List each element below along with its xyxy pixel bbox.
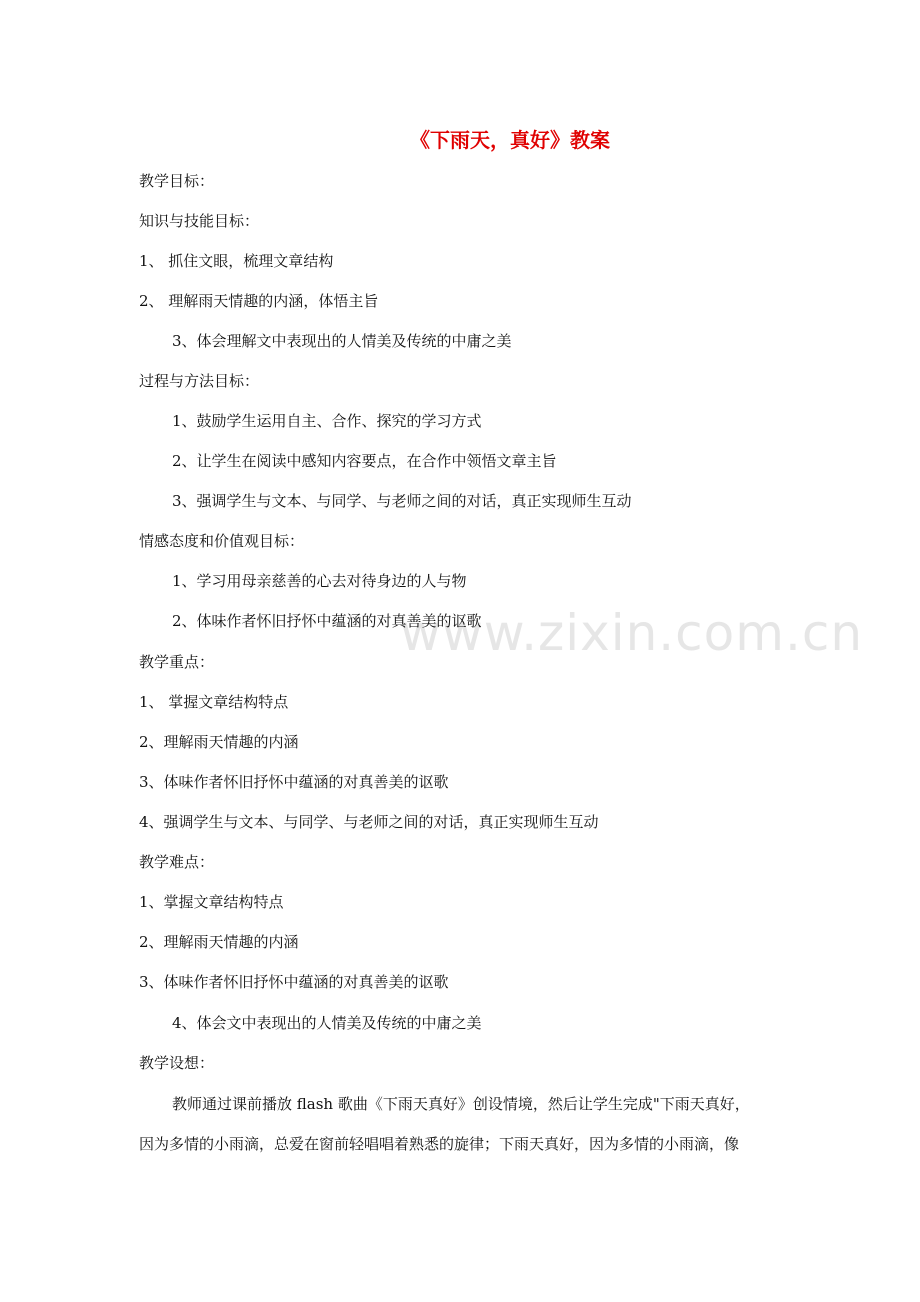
section-heading-key-points: 教学重点： [139,653,215,671]
list-item: 1、鼓励学生运用自主、合作、探究的学习方式 [172,412,482,430]
list-item: 3、体味作者怀旧抒怀中蕴涵的对真善美的讴歌 [139,773,449,791]
list-item: 1、 抓住文眼，梳理文章结构 [139,252,334,270]
list-item: 2、 理解雨天情趣的内涵，体悟主旨 [139,292,379,310]
list-item: 3、强调学生与文本、与同学、与老师之间的对话，真正实现师生互动 [172,492,632,510]
list-item: 2、让学生在阅读中感知内容要点，在合作中领悟文章主旨 [172,452,557,470]
document-title: 《下雨天，真好》教案 [410,128,610,152]
subheading-process-method: 过程与方法目标： [139,372,260,390]
paragraph-line: 教师通过课前播放 flash 歌曲《下雨天真好》创设情境，然后让学生完成"下雨天真好， [172,1095,750,1113]
watermark: www.zixin.com.cn [400,604,864,662]
subheading-knowledge-skills: 知识与技能目标： [139,212,260,230]
list-item: 1、学习用母亲慈善的心去对待身边的人与物 [172,572,467,590]
section-heading-objectives: 教学目标： [139,172,215,190]
list-item: 4、体会文中表现出的人情美及传统的中庸之美 [172,1014,482,1032]
section-heading-teaching-plan: 教学设想： [139,1054,215,1072]
list-item: 2、体味作者怀旧抒怀中蕴涵的对真善美的讴歌 [172,612,482,630]
paragraph-line: 因为多情的小雨滴，总爱在窗前轻唱唱着熟悉的旋律；下雨天真好，因为多情的小雨滴，像 [139,1135,740,1153]
list-item: 4、强调学生与文本、与同学、与老师之间的对话，真正实现师生互动 [139,813,599,831]
subheading-emotion-values: 情感态度和价值观目标： [139,532,305,550]
list-item: 3、体会理解文中表现出的人情美及传统的中庸之美 [172,332,512,350]
list-item: 3、体味作者怀旧抒怀中蕴涵的对真善美的讴歌 [139,973,449,991]
list-item: 1、 掌握文章结构特点 [139,693,289,711]
list-item: 2、理解雨天情趣的内涵 [139,933,299,951]
section-heading-difficulties: 教学难点： [139,853,215,871]
list-item: 1、掌握文章结构特点 [139,893,284,911]
list-item: 2、理解雨天情趣的内涵 [139,733,299,751]
